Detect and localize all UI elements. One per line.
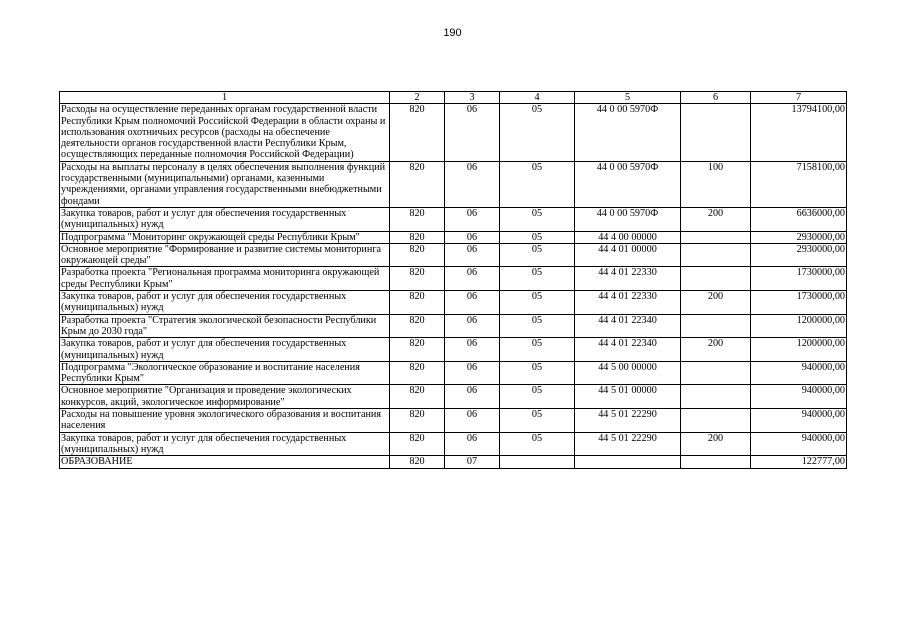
- subsection-code-cell: 05: [500, 385, 575, 409]
- column-header: 2: [390, 92, 445, 104]
- column-header: 3: [445, 92, 500, 104]
- amount-cell: 1730000,00: [751, 267, 847, 291]
- expense-name-cell: Основное мероприятие "Организация и проведение экологических конкурсов, акций, экологическое информирование": [60, 385, 390, 409]
- target-article-cell: 44 0 00 5970Ф: [575, 161, 681, 207]
- expense-name-cell: Подпрограмма "Экологическое образование и воспитание населения Республики Крым": [60, 361, 390, 385]
- table-row: [60, 267, 847, 291]
- subsection-code-cell: 05: [500, 432, 575, 456]
- subsection-code-cell: 05: [500, 231, 575, 243]
- column-header: 6: [681, 92, 751, 104]
- ministry-code-cell: 820: [390, 104, 445, 161]
- target-article-cell: 44 4 01 22340: [575, 314, 681, 338]
- expense-name-cell: Разработка проекта "Стратегия экологической безопасности Республики Крым до 2030 года": [60, 314, 390, 338]
- ministry-code-cell: 820: [390, 291, 445, 315]
- expense-name-cell: ОБРАЗОВАНИЕ: [60, 456, 390, 468]
- target-article-cell: 44 0 00 5970Ф: [575, 207, 681, 231]
- ministry-code-cell: 820: [390, 161, 445, 207]
- subsection-code-cell: 05: [500, 338, 575, 362]
- ministry-code-cell: 820: [390, 361, 445, 385]
- subsection-code-cell: 05: [500, 361, 575, 385]
- table-row: [60, 432, 847, 456]
- subsection-code-cell: 05: [500, 161, 575, 207]
- section-code-cell: 06: [445, 104, 500, 161]
- expense-type-cell: [681, 231, 751, 243]
- table-body: [60, 104, 847, 468]
- amount-cell: 940000,00: [751, 409, 847, 433]
- subsection-code-cell: 05: [500, 314, 575, 338]
- expense-name-cell: Закупка товаров, работ и услуг для обеспечения государственных (муниципальных) нужд: [60, 207, 390, 231]
- target-article-cell: 44 5 01 22290: [575, 409, 681, 433]
- subsection-code-cell: 05: [500, 267, 575, 291]
- section-code-cell: 06: [445, 314, 500, 338]
- amount-cell: 940000,00: [751, 385, 847, 409]
- expense-name-cell: Расходы на выплаты персоналу в целях обеспечения выполнения функций государственными (муниципальными) органами, казенными учреждениями, органами управления государственными внебюджетными фондами: [60, 161, 390, 207]
- ministry-code-cell: 820: [390, 338, 445, 362]
- target-article-cell: 44 0 00 5970Ф: [575, 104, 681, 161]
- target-article-cell: 44 5 01 22290: [575, 432, 681, 456]
- ministry-code-cell: 820: [390, 207, 445, 231]
- table-row: [60, 161, 847, 207]
- subsection-code-cell: 05: [500, 207, 575, 231]
- expense-type-cell: [681, 314, 751, 338]
- expense-type-cell: [681, 104, 751, 161]
- amount-cell: 1200000,00: [751, 314, 847, 338]
- subsection-code-cell: 05: [500, 104, 575, 161]
- table-row: [60, 104, 847, 161]
- target-article-cell: 44 4 01 22340: [575, 338, 681, 362]
- expense-name-cell: Расходы на повышение уровня экологического образования и воспитания населения: [60, 409, 390, 433]
- table-row: [60, 207, 847, 231]
- amount-cell: 2930000,00: [751, 231, 847, 243]
- section-code-cell: 06: [445, 291, 500, 315]
- target-article-cell: [575, 456, 681, 468]
- table-row: [60, 291, 847, 315]
- section-code-cell: 06: [445, 432, 500, 456]
- target-article-cell: 44 5 00 00000: [575, 361, 681, 385]
- expense-name-cell: Подпрограмма "Мониторинг окружающей среды Республики Крым": [60, 231, 390, 243]
- ministry-code-cell: 820: [390, 456, 445, 468]
- expense-type-cell: [681, 456, 751, 468]
- expense-type-cell: 200: [681, 432, 751, 456]
- expense-name-cell: Закупка товаров, работ и услуг для обеспечения государственных (муниципальных) нужд: [60, 291, 390, 315]
- amount-cell: 1200000,00: [751, 338, 847, 362]
- target-article-cell: 44 4 01 22330: [575, 267, 681, 291]
- table-row: [60, 243, 847, 267]
- target-article-cell: 44 5 01 00000: [575, 385, 681, 409]
- table-header-row: [60, 92, 847, 104]
- section-code-cell: 06: [445, 161, 500, 207]
- target-article-cell: 44 4 00 00000: [575, 231, 681, 243]
- table-row: [60, 231, 847, 243]
- column-header: 4: [500, 92, 575, 104]
- expense-name-cell: Расходы на осуществление переданных органам государственной власти Республики Крым полномочий Российской Федерации в области охраны и использования охотничьих ресурсов (расходы на обеспечение деятельности органов государственной власти Республики Крым, осуществляющих переданные полномочия Российской Федерации): [60, 104, 390, 161]
- expense-name-cell: Основное мероприятие "Формирование и развитие системы мониторинга окружающей среды": [60, 243, 390, 267]
- ministry-code-cell: 820: [390, 314, 445, 338]
- expense-type-cell: 200: [681, 291, 751, 315]
- column-header: 1: [60, 92, 390, 104]
- expense-name-cell: Разработка проекта "Региональная программа мониторинга окружающей среды Республики Крым": [60, 267, 390, 291]
- section-code-cell: 06: [445, 267, 500, 291]
- table-row: [60, 385, 847, 409]
- expense-type-cell: 200: [681, 207, 751, 231]
- subsection-code-cell: 05: [500, 409, 575, 433]
- expense-type-cell: [681, 409, 751, 433]
- table-row: [60, 409, 847, 433]
- table-row: [60, 361, 847, 385]
- section-code-cell: 06: [445, 385, 500, 409]
- column-header: 7: [751, 92, 847, 104]
- expense-name-cell: Закупка товаров, работ и услуг для обеспечения государственных (муниципальных) нужд: [60, 432, 390, 456]
- amount-cell: 940000,00: [751, 432, 847, 456]
- section-code-cell: 06: [445, 361, 500, 385]
- expense-type-cell: 200: [681, 338, 751, 362]
- section-code-cell: 06: [445, 207, 500, 231]
- amount-cell: 940000,00: [751, 361, 847, 385]
- table-row: [60, 338, 847, 362]
- table-row: [60, 314, 847, 338]
- expense-type-cell: [681, 361, 751, 385]
- budget-table: [59, 91, 847, 469]
- amount-cell: 1730000,00: [751, 291, 847, 315]
- ministry-code-cell: 820: [390, 385, 445, 409]
- section-code-cell: 06: [445, 409, 500, 433]
- subsection-code-cell: 05: [500, 291, 575, 315]
- page-number: 190: [443, 27, 462, 39]
- amount-cell: 122777,00: [751, 456, 847, 468]
- subsection-code-cell: [500, 456, 575, 468]
- section-code-cell: 06: [445, 338, 500, 362]
- table-row: [60, 456, 847, 468]
- expense-type-cell: [681, 243, 751, 267]
- amount-cell: 6636000,00: [751, 207, 847, 231]
- ministry-code-cell: 820: [390, 267, 445, 291]
- expense-type-cell: [681, 385, 751, 409]
- section-code-cell: 06: [445, 231, 500, 243]
- amount-cell: 7158100,00: [751, 161, 847, 207]
- target-article-cell: 44 4 01 00000: [575, 243, 681, 267]
- column-header: 5: [575, 92, 681, 104]
- amount-cell: 2930000,00: [751, 243, 847, 267]
- ministry-code-cell: 820: [390, 409, 445, 433]
- section-code-cell: 06: [445, 243, 500, 267]
- target-article-cell: 44 4 01 22330: [575, 291, 681, 315]
- expense-name-cell: Закупка товаров, работ и услуг для обеспечения государственных (муниципальных) нужд: [60, 338, 390, 362]
- ministry-code-cell: 820: [390, 432, 445, 456]
- expense-type-cell: [681, 267, 751, 291]
- ministry-code-cell: 820: [390, 243, 445, 267]
- section-code-cell: 07: [445, 456, 500, 468]
- ministry-code-cell: 820: [390, 231, 445, 243]
- expense-type-cell: 100: [681, 161, 751, 207]
- amount-cell: 13794100,00: [751, 104, 847, 161]
- subsection-code-cell: 05: [500, 243, 575, 267]
